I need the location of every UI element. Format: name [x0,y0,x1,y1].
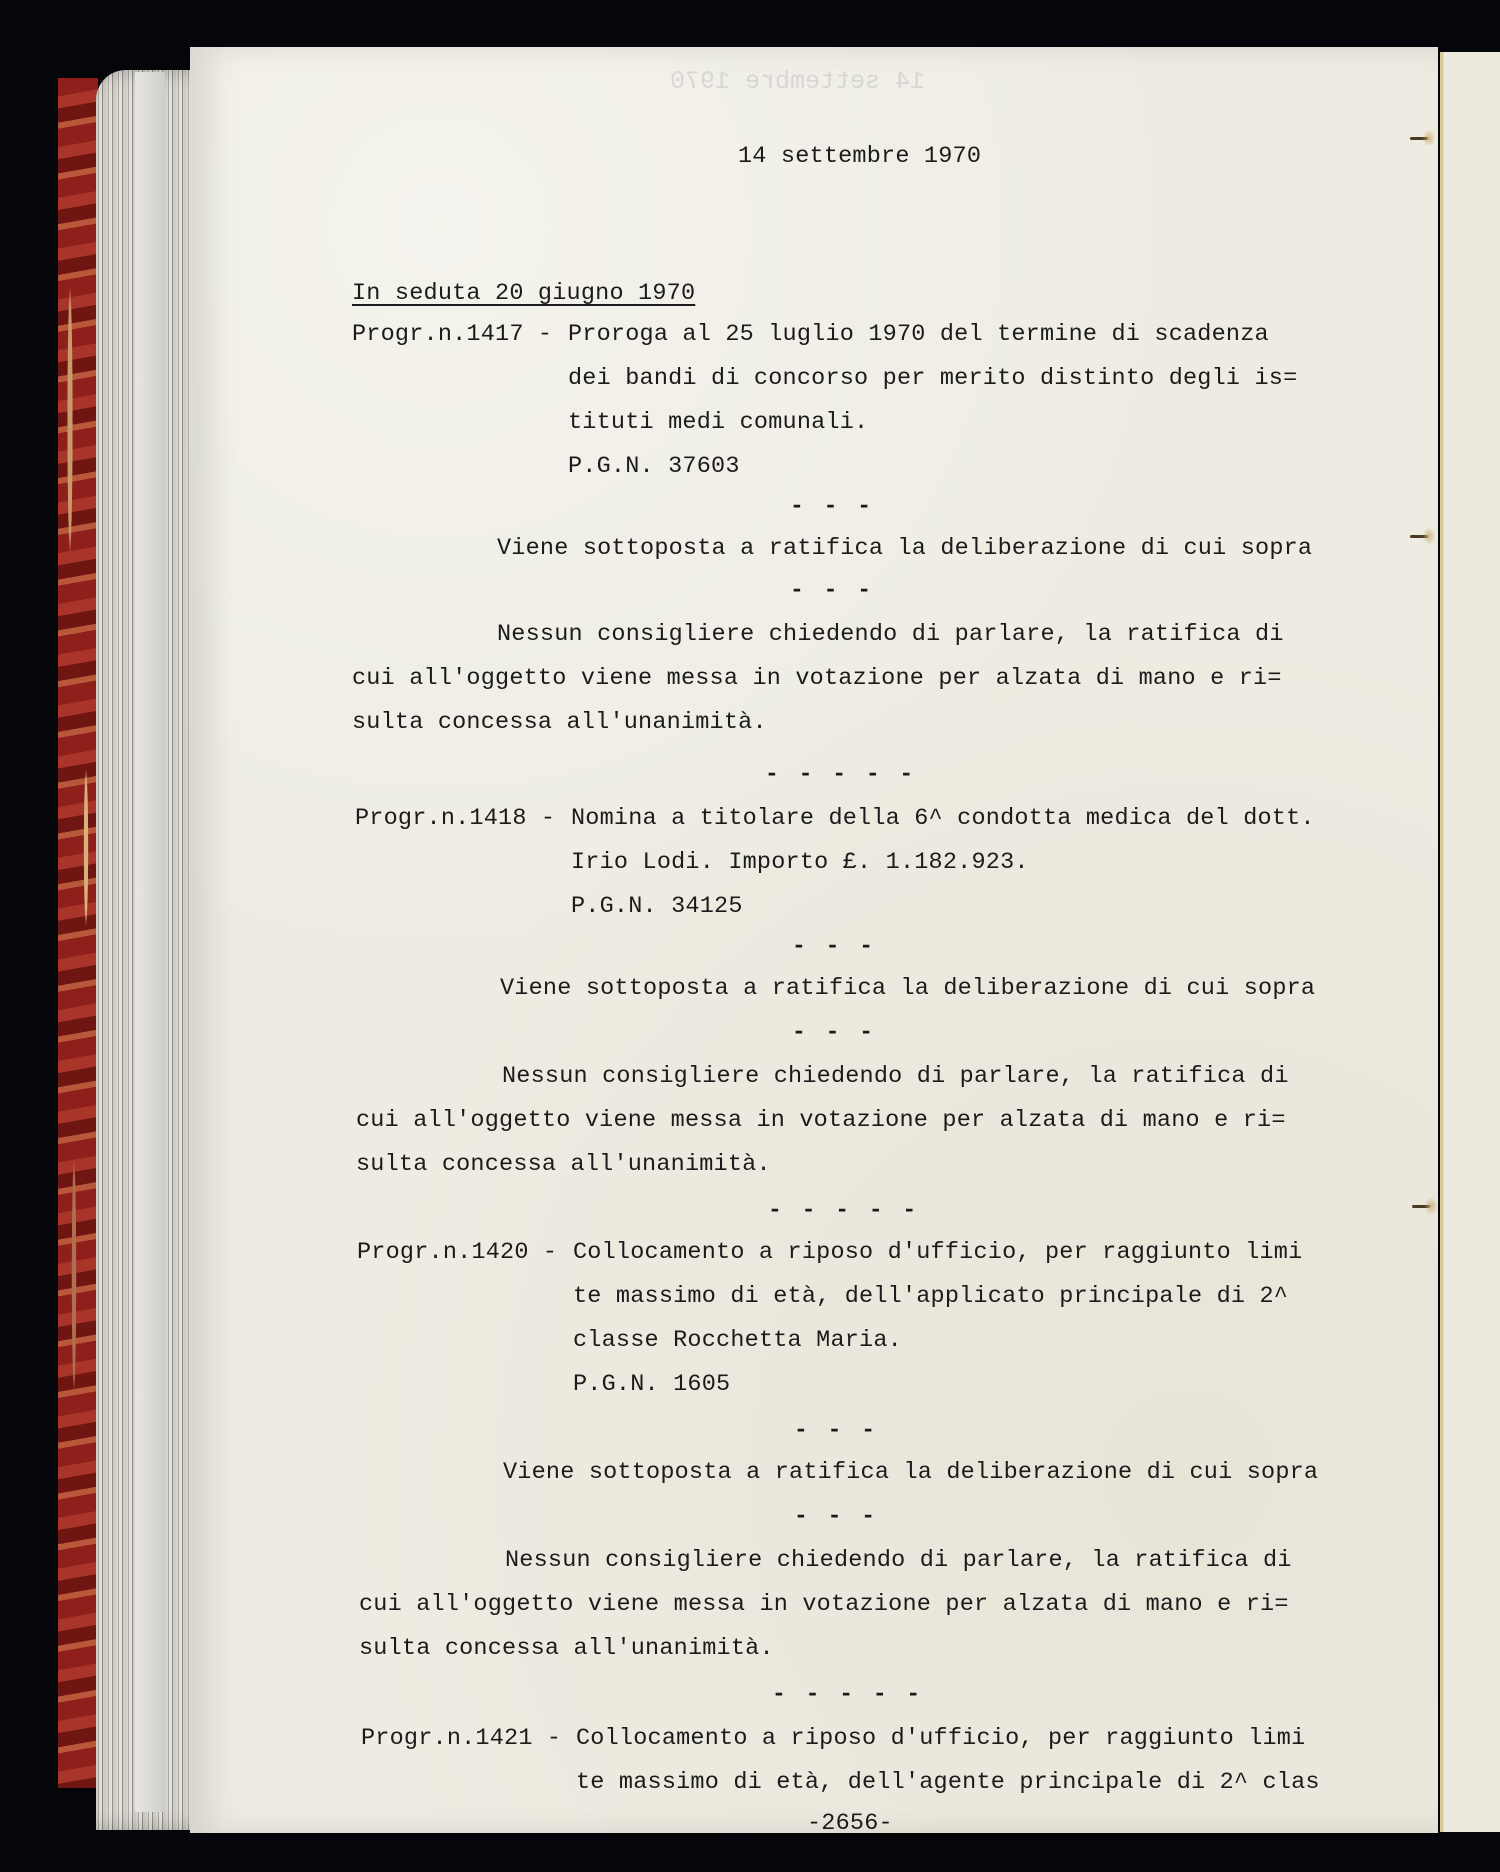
entry-pgn: P.G.N. 1605 [573,1371,731,1398]
vote-text: cui all'oggetto viene messa in votazione per alzata di mano e ri= [352,665,1282,692]
page-number: -2656- [807,1810,893,1837]
separator: - - - [792,933,877,959]
separator: - - - [794,1503,879,1529]
entry-subject-line: Collocamento a riposo d'ufficio, per raggiunto limi [573,1239,1303,1266]
entry-pgn: P.G.N. 37603 [568,453,740,480]
separator: - - - [794,1417,879,1443]
entry-subject-line: Collocamento a riposo d'ufficio, per raggiunto limi [576,1725,1306,1752]
entry-subject-line: te massimo di età, dell'applicato principale di 2^ [573,1283,1289,1310]
vote-text: Nessun consigliere chiedendo di parlare, la ratifica di [502,1063,1289,1090]
bleed-through-header: 14 settembre 1970 [670,67,926,96]
entry-progr-number: Progr.n.1418 - [355,805,556,832]
entry-pgn: P.G.N. 34125 [571,893,743,920]
vote-text: cui all'oggetto viene messa in votazione per alzata di mano e ri= [356,1107,1286,1134]
separator: - - - [790,493,875,519]
ratifica-statement: Viene sottoposta a ratifica la deliberazione di cui sopra [500,975,1316,1002]
facing-page [1440,52,1500,1832]
ratifica-statement: Viene sottoposta a ratifica la deliberazione di cui sopra [503,1459,1319,1486]
header-date: 14 settembre 1970 [738,143,982,170]
session-heading: In seduta 20 giugno 1970 [352,280,696,307]
separator: - - - - - [765,761,917,787]
ratifica-statement: Viene sottoposta a ratifica la deliberazione di cui sopra [497,535,1313,562]
vote-text: sulta concessa all'unanimità. [352,709,767,736]
entry-progr-number: Progr.n.1421 - [361,1725,562,1752]
separator: - - - [790,577,875,603]
vote-text: sulta concessa all'unanimità. [359,1635,774,1662]
marbled-book-cover [58,78,98,1788]
entry-progr-number: Progr.n.1420 - [357,1239,558,1266]
separator: - - - - - [772,1681,924,1707]
page-edges-front [135,72,165,1812]
vote-text: sulta concessa all'unanimità. [356,1151,771,1178]
entry-subject-line: Proroga al 25 luglio 1970 del termine di scadenza [568,321,1269,348]
entry-subject-line: te massimo di età, dell'agente principale di 2^ clas [576,1769,1320,1796]
vote-text: Nessun consigliere chiedendo di parlare, la ratifica di [505,1547,1292,1574]
separator: - - - - - [768,1197,920,1223]
entry-subject-line: dei bandi di concorso per merito distinto degli is= [568,365,1298,392]
entry-subject-line: classe Rocchetta Maria. [573,1327,902,1354]
document-page [190,47,1438,1837]
entry-subject-line: Nomina a titolare della 6^ condotta medica del dott. [571,805,1315,832]
vote-text: Nessun consigliere chiedendo di parlare, la ratifica di [497,621,1284,648]
binding-pin [1412,1205,1430,1208]
binding-pin [1410,137,1428,140]
entry-progr-number: Progr.n.1417 - [352,321,553,348]
entry-subject-line: Irio Lodi. Importo £. 1.182.923. [571,849,1029,876]
binding-pin [1410,535,1428,538]
vote-text: cui all'oggetto viene messa in votazione per alzata di mano e ri= [359,1591,1289,1618]
entry-subject-line: tituti medi comunali. [568,409,869,436]
separator: - - - [792,1019,877,1045]
